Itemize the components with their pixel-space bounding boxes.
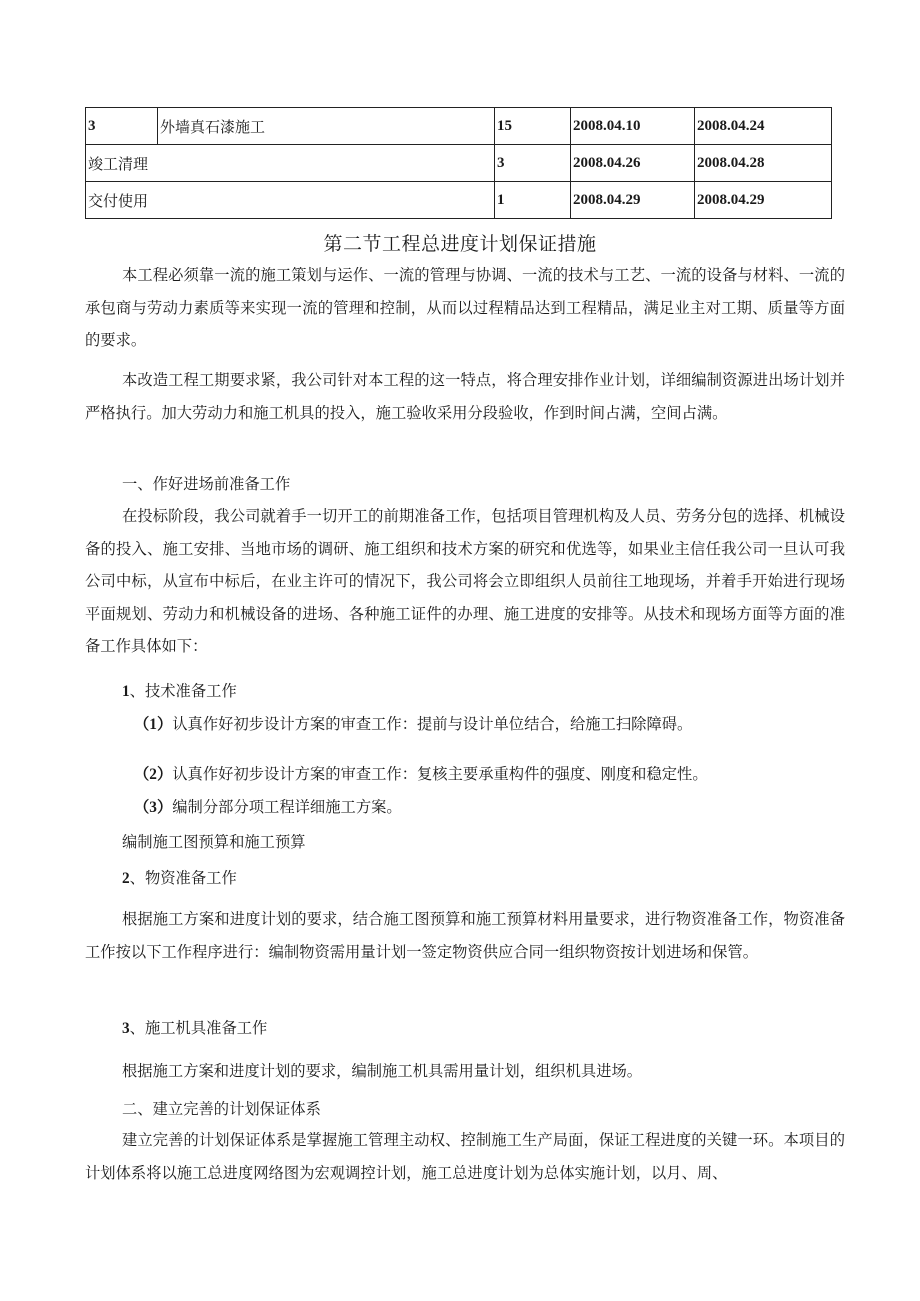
line-budget: 编制施工图预算和施工预算 (122, 833, 306, 851)
subheading-number: 3 (122, 1020, 130, 1037)
task-end-date: 2008.04.24 (695, 108, 832, 145)
list-item (134, 762, 708, 784)
task-name: 竣工清理 (86, 145, 495, 182)
paragraph-bidding: 在投标阶段，我公司就着手一切开工的前期准备工作，包括项目管理机构及人员、劳务分包的选择、机械设备的投入、施工安排、当地市场的调研、施工组织和技术方案的研究和优选等，如果业主信任我公司一旦认可我公司中标，从宣布中标后，在业主许可的情况下，我公司将会立即组织人员前往工地现场，并着手开始进行现场平面规划、劳动力和机械设备的进场、各种施工证件的办理、施工进度的安排等。从技术和现场方面等方面的准备工作具体如下： (85, 507, 845, 655)
subheading-number: 1 (122, 683, 130, 700)
paragraph-materials: 根据施工方案和进度计划的要求，结合施工图预算和施工预算材料用量要求，进行物资准备工作，物资准备工作按以下工作程序进行：编制物资需用量计划一签定物资供应合同一组织物资按计划进场和保管。 (85, 910, 845, 961)
subheading-equipment (122, 1016, 267, 1038)
subheading-text: 、物资准备工作 (129, 869, 237, 887)
paragraph-equipment: 根据施工方案和进度计划的要求，编制施工机具需用量计划，组织机具进场。 (122, 1062, 643, 1080)
subheading-materials (122, 866, 237, 888)
list-item (134, 712, 692, 734)
paragraph-schedule: 本改造工程工期要求紧，我公司针对本工程的这一特点，将合理安排作业计划，详细编制资源进出场计划并严格执行。加大劳动力和施工机具的投入，施工验收采用分段验收，作到时间占满，空间占满。 (85, 371, 845, 422)
task-number: 3 (86, 108, 158, 145)
item-number: （2） (134, 766, 173, 783)
item-number: （1） (134, 716, 173, 733)
subheading-text: 、技术准备工作 (129, 682, 237, 700)
table-row (86, 182, 832, 219)
item-text: 认真作好初步设计方案的审查工作：复核主要承重构件的强度、刚度和稳定性。 (172, 765, 708, 783)
subheading-text: 、施工机具准备工作 (129, 1019, 268, 1037)
task-duration: 15 (495, 108, 571, 145)
task-name: 交付使用 (86, 182, 495, 219)
task-start-date: 2008.04.29 (571, 182, 695, 219)
task-end-date: 2008.04.29 (695, 182, 832, 219)
item-text: 编制分部分项工程详细施工方案。 (172, 798, 402, 816)
task-start-date: 2008.04.10 (571, 108, 695, 145)
section-title: 第二节工程总进度计划保证措施 (323, 233, 597, 255)
task-end-date: 2008.04.28 (695, 145, 832, 182)
task-start-date: 2008.04.26 (571, 145, 695, 182)
table-row (86, 108, 832, 145)
list-item (134, 795, 402, 817)
task-duration: 3 (495, 145, 571, 182)
heading-preparation: 一、作好进场前准备工作 (122, 475, 291, 493)
subheading-number: 2 (122, 870, 130, 887)
task-duration: 1 (495, 182, 571, 219)
heading-plan-system: 二、建立完善的计划保证体系 (122, 1100, 321, 1118)
item-text: 认真作好初步设计方案的审查工作：提前与设计单位结合，给施工扫除障碍。 (172, 715, 693, 733)
subheading-technical (122, 679, 237, 701)
task-name: 外墙真石漆施工 (158, 108, 495, 145)
paragraph-plan-system: 建立完善的计划保证体系是掌握施工管理主动权、控制施工生产局面，保证工程进度的关键一环。本项目的计划体系将以施工总进度网络图为宏观调控计划，施工总进度计划为总体实施计划，以月、周、 (85, 1131, 845, 1182)
table-row (86, 145, 832, 182)
schedule-table (85, 107, 832, 219)
item-number: （3） (134, 799, 173, 816)
paragraph-intro: 本工程必须靠一流的施工策划与运作、一流的管理与协调、一流的技术与工艺、一流的设备与材料、一流的承包商与劳动力素质等来实现一流的管理和控制，从而以过程精品达到工程精品，满足业主对工期、质量等方面的要求。 (85, 266, 845, 349)
